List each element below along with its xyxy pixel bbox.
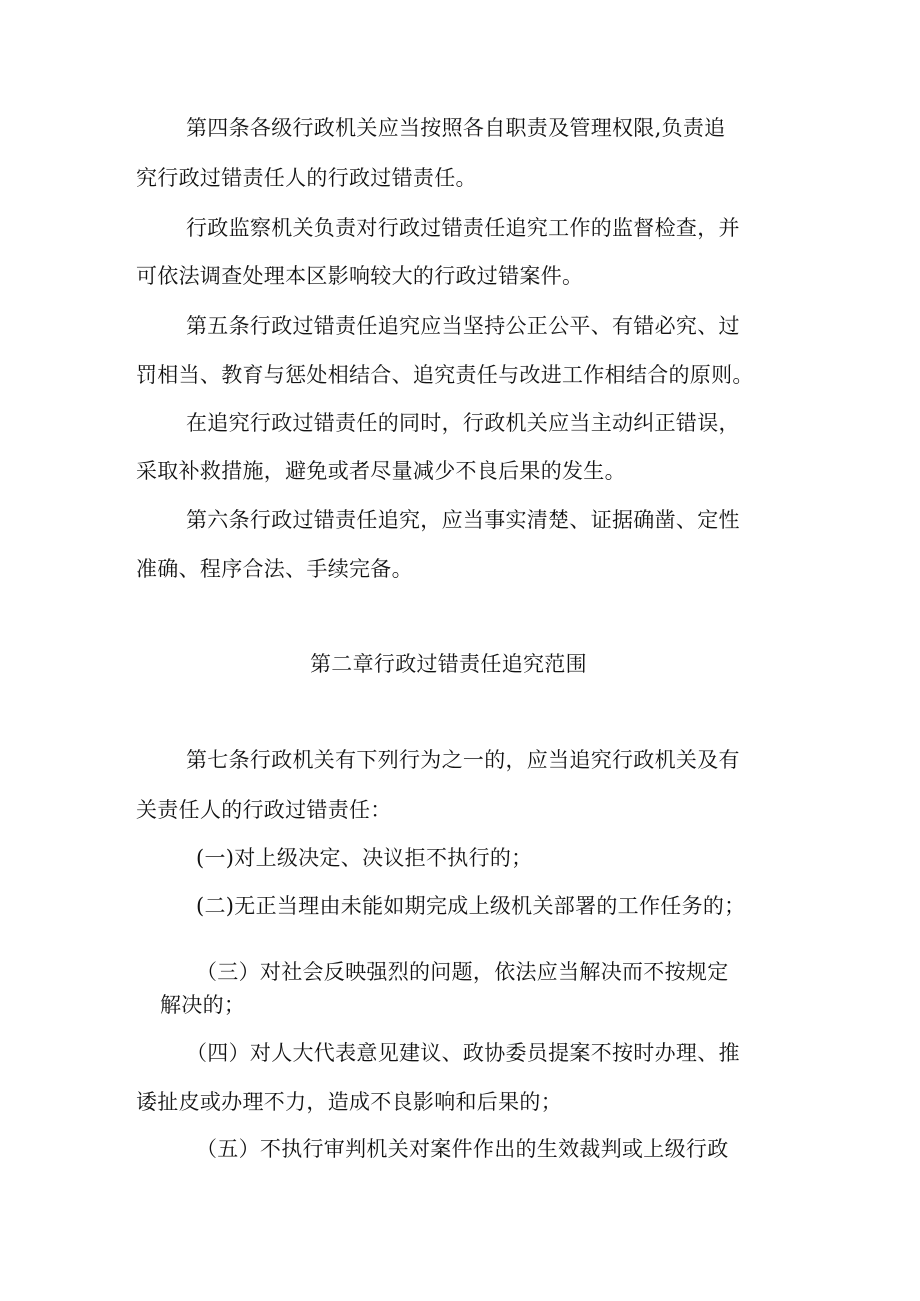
item-2: (二)无正当理由未能如期完成上级机关部署的工作任务的； [196, 894, 746, 918]
correction-line1: 在追究行政过错责任的同时，行政机关应当主动纠正错误， [186, 411, 740, 435]
article5-line2: 罚相当、教育与惩处相结合、追究责任与改进工作相结合的原则。 [136, 363, 754, 387]
supervision-line2: 可依法调查处理本区影响较大的行政过错案件。 [136, 264, 584, 288]
chapter-heading: 第二章行政过错责任追究范围 [310, 652, 587, 676]
article6-line2: 准确、程序合法、手续完备。 [136, 557, 413, 581]
article7-line1: 第七条行政机关有下列行为之一的，应当追究行政机关及有 [186, 748, 740, 772]
article4-line1: 第四条各级行政机关应当按照各自职责及管理权限,负责追 [186, 116, 726, 140]
item-3-line2: 解决的； [160, 993, 246, 1017]
supervision-line1: 行政监察机关负责对行政过错责任追究工作的监督检查，并 [186, 216, 740, 240]
item-3-line1: （三）对社会反映强烈的问题，依法应当解决而不按规定 [196, 960, 729, 984]
article4-line2: 究行政过错责任人的行政过错责任。 [136, 166, 477, 190]
item-1: (一)对上级决定、决议拒不执行的； [196, 846, 533, 870]
item-4-line2: 诿扯皮或办理不力，造成不良影响和后果的； [136, 1090, 562, 1114]
article6-line1: 第六条行政过错责任追究，应当事实清楚、证据确凿、定性 [186, 508, 740, 532]
article7-line2: 关责任人的行政过错责任： [136, 798, 392, 822]
item-5-line1: （五）不执行审判机关对案件作出的生效裁判或上级行政 [196, 1137, 729, 1161]
item-4-line1: （四）对人大代表意见建议、政协委员提案不按时办理、推 [186, 1041, 740, 1065]
article5-line1: 第五条行政过错责任追究应当坚持公正公平、有错必究、过 [186, 314, 740, 338]
correction-line2: 采取补救措施，避免或者尽量减少不良后果的发生。 [136, 459, 626, 483]
